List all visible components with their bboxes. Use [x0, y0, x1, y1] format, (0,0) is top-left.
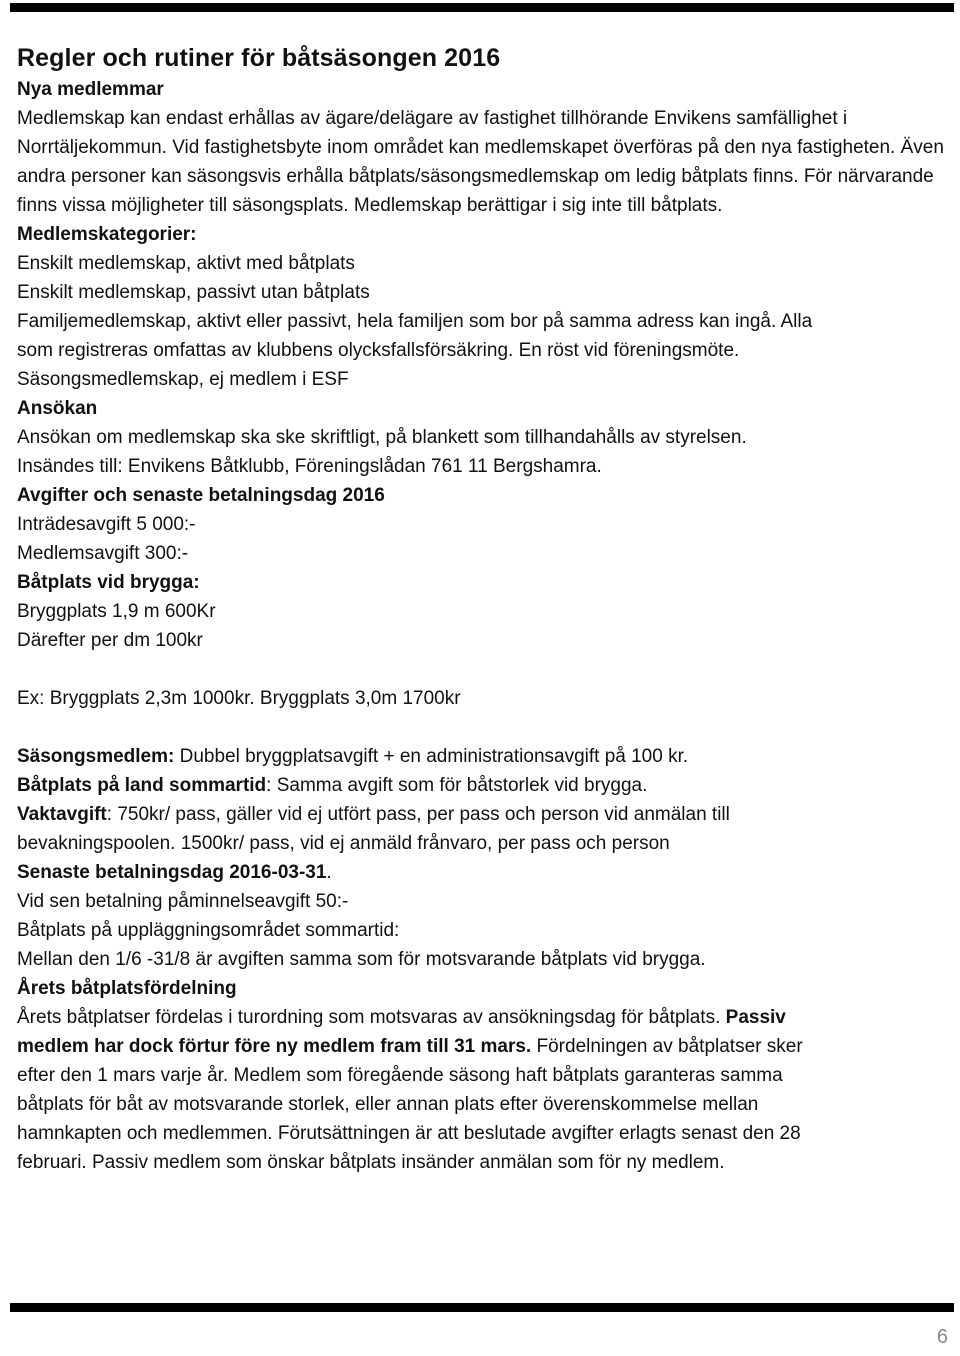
nya-medlemmar-text: Medlemskap kan endast erhållas av ägare/delägare av fastighet tillhörande Envikens samfällighet i Norrtäljekommun. Vid fastighetsbyte inom området kan medlemskapet överföras på den nya fastigheten. Även andra personer kan säsongsvis erhålla båtplats/säsongsmedlemskap om ledig båtplats finns. För närvarande finns vissa möjligheter till säsongsplats. Medlemskap berättigar i sig inte till båtplats.: [17, 108, 944, 216]
document-body: [17, 40, 947, 1177]
page-number: 6: [936, 1326, 948, 1348]
batplats-land-line: [17, 771, 947, 800]
senaste-betalningsdag-line: [17, 858, 947, 887]
brygga-example: Ex: Bryggplats 2,3m 1000kr. Bryggplats 3,0m 1700kr: [17, 688, 461, 709]
fordelning-line: [17, 1032, 947, 1061]
kategori-item: Enskilt medlemskap, passivt utan båtplats: [17, 282, 370, 303]
upplaggning-line-2: Mellan den 1/6 -31/8 är avgiften samma som för motsvarande båtplats vid brygga.: [17, 949, 706, 970]
brygga-item: Därefter per dm 100kr: [17, 630, 203, 651]
senaste-betalningsdag-label: Senaste betalningsdag 2016-03-31: [17, 862, 327, 883]
fordelning-bold: Passiv: [725, 1007, 786, 1028]
heading-batplats-brygga: Båtplats vid brygga:: [17, 572, 200, 593]
kategori-item: som registreras omfattas av klubbens olycksfallsförsäkring. En röst vid föreningsmöte.: [17, 340, 740, 361]
vaktavgift-label: Vaktavgift: [17, 804, 107, 825]
bottom-rule: [10, 1303, 954, 1312]
fordelning-bold: medlem har dock förtur före ny medlem fram till 31 mars.: [17, 1036, 532, 1057]
upplaggning-line: Båtplats på uppläggningsområdet sommartid:: [17, 920, 400, 941]
fordelning-text: Fördelningen av båtplatser sker: [531, 1036, 803, 1057]
sasongsmedlem-line: [17, 742, 947, 771]
fordelning-line: hamnkapten och medlemmen. Förutsättningen är att beslutade avgifter erlagts senast den 28: [17, 1123, 801, 1144]
fordelning-line: [17, 1003, 947, 1032]
paminnelseavgift-line: Vid sen betalning påminnelseavgift 50:-: [17, 891, 349, 912]
heading-medlemskategorier: Medlemskategorier:: [17, 224, 197, 245]
ansokan-address: Insändes till: Envikens Båtklubb, Föreningslådan 761 11 Bergshamra.: [17, 456, 602, 477]
fordelning-text: Årets båtplatser fördelas i turordning som motsvaras av ansökningsdag för båtplats.: [17, 1007, 726, 1028]
vaktavgift-text: : 750kr/ pass, gäller vid ej utfört pass, per pass och person vid anmälan till: [106, 804, 730, 825]
sasongsmedlem-text: Dubbel bryggplatsavgift + en administrationsavgift på 100 kr.: [174, 746, 689, 767]
heading-ansokan: Ansökan: [17, 398, 98, 419]
batplats-land-text: : Samma avgift som för båtstorlek vid brygga.: [266, 775, 648, 796]
avgift-item: Inträdesavgift 5 000:-: [17, 514, 196, 535]
vaktavgift-line: [17, 800, 947, 829]
kategori-item: Enskilt medlemskap, aktivt med båtplats: [17, 253, 355, 274]
kategori-item: Familjemedlemskap, aktivt eller passivt, hela familjen som bor på samma adress kan ingå. Alla: [17, 311, 813, 332]
top-rule: [10, 3, 954, 12]
kategori-item: Säsongsmedlemskap, ej medlem i ESF: [17, 369, 349, 390]
ansokan-line: Ansökan om medlemskap ska ske skriftligt, på blankett som tillhandahålls av styrelsen.: [17, 427, 747, 448]
brygga-item: Bryggplats 1,9 m 600Kr: [17, 601, 216, 622]
page-title: Regler och rutiner för båtsäsongen 2016: [17, 44, 501, 72]
heading-batplatsfordelning: Årets båtplatsfördelning: [17, 978, 237, 999]
fordelning-line: båtplats för båt av motsvarande storlek, eller annan plats efter överenskommelse mellan: [17, 1094, 759, 1115]
senaste-betalningsdag-suffix: .: [326, 862, 332, 883]
heading-nya-medlemmar: Nya medlemmar: [17, 79, 164, 100]
sasongsmedlem-label: Säsongsmedlem:: [17, 746, 175, 767]
vaktavgift-line-2: bevakningspoolen. 1500kr/ pass, vid ej anmäld frånvaro, per pass och person: [17, 833, 670, 854]
fordelning-line: februari. Passiv medlem som önskar båtplats insänder anmälan som för ny medlem.: [17, 1152, 725, 1173]
heading-avgifter: Avgifter och senaste betalningsdag 2016: [17, 485, 385, 506]
avgift-item: Medlemsavgift 300:-: [17, 543, 189, 564]
batplats-land-label: Båtplats på land sommartid: [17, 775, 267, 796]
fordelning-line: efter den 1 mars varje år. Medlem som föregående säsong haft båtplats garanteras samma: [17, 1065, 783, 1086]
